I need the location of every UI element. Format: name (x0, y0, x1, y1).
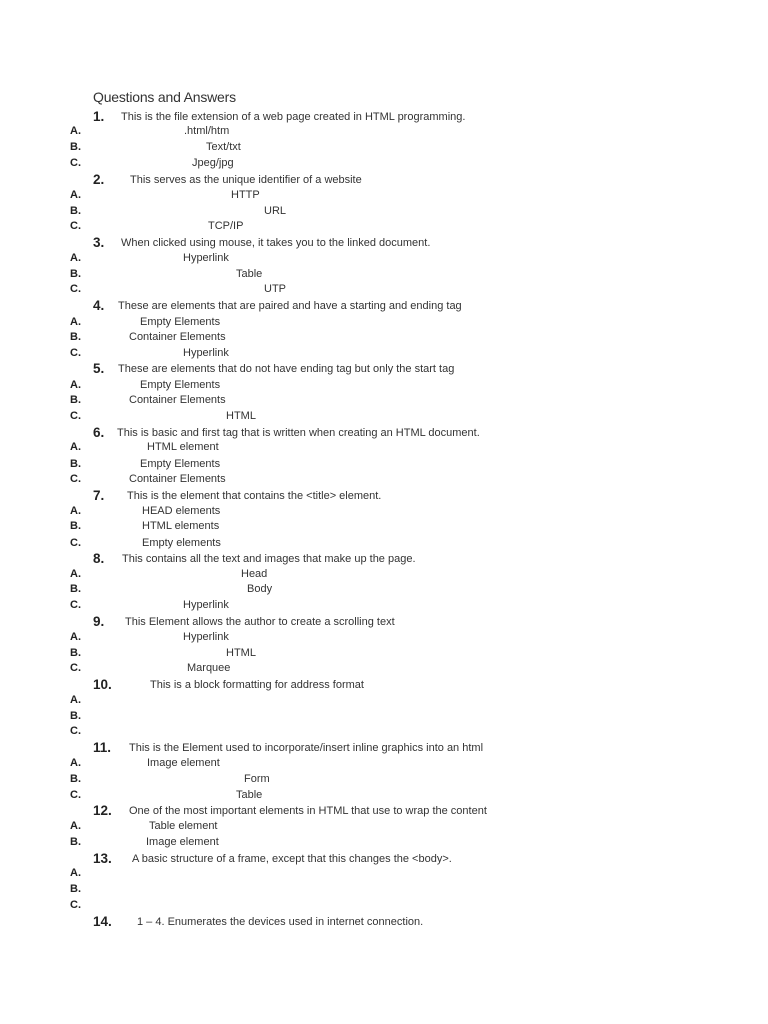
option-text: HTML element (147, 441, 219, 453)
option-letter: A. (70, 189, 81, 201)
option-letter: B. (70, 394, 81, 406)
option-text: UTP (264, 283, 286, 295)
question-number: 6. (93, 425, 105, 440)
question-number: 10. (93, 677, 112, 692)
option-text: Head (241, 568, 268, 580)
page-title: Questions and Answers (93, 89, 236, 105)
option-text: HEAD elements (142, 505, 221, 517)
option-letter: C. (70, 725, 81, 737)
option-text: HTML (226, 410, 256, 422)
question-text: A basic structure of a frame, except that this changes the <body>. (132, 853, 452, 865)
option-letter: C. (70, 220, 81, 232)
option-letter: A. (70, 757, 81, 769)
option-text: Table (236, 268, 263, 280)
option-letter: A. (70, 820, 81, 832)
question-text: This is a block formatting for address format (150, 679, 364, 691)
question-number: 13. (93, 851, 112, 866)
option-letter: A. (70, 694, 81, 706)
option-letter: B. (70, 647, 81, 659)
option-text: Hyperlink (183, 347, 229, 359)
question-text: This serves as the unique identifier of a website (130, 174, 362, 186)
option-letter: A. (70, 505, 81, 517)
question-text: When clicked using mouse, it takes you to the linked document. (121, 237, 431, 249)
option-text: Container Elements (129, 394, 226, 406)
question-number: 14. (93, 914, 112, 929)
option-text: Hyperlink (183, 252, 229, 264)
option-text: Table element (149, 820, 218, 832)
option-letter: A. (70, 568, 81, 580)
option-letter: B. (70, 836, 81, 848)
option-text: Text/txt (206, 141, 241, 153)
option-letter: B. (70, 883, 81, 895)
option-text: HTML (226, 647, 256, 659)
question-text: These are elements that are paired and have a starting and ending tag (118, 300, 462, 312)
option-letter: C. (70, 662, 81, 674)
option-letter: A. (70, 125, 81, 137)
option-text: .html/htm (184, 125, 230, 137)
option-letter: A. (70, 631, 81, 643)
question-text: This contains all the text and images that make up the page. (122, 553, 416, 565)
option-letter: B. (70, 141, 81, 153)
option-text: Image element (146, 836, 219, 848)
option-letter: C. (70, 599, 81, 611)
option-text: HTML elements (142, 520, 220, 532)
option-text: Container Elements (129, 331, 226, 343)
question-number: 2. (93, 172, 105, 187)
option-text: URL (264, 205, 287, 217)
question-number: 8. (93, 551, 105, 566)
option-text: Hyperlink (183, 631, 229, 643)
option-letter: B. (70, 583, 81, 595)
option-letter: B. (70, 331, 81, 343)
question-number: 9. (93, 614, 105, 629)
option-letter: A. (70, 316, 81, 328)
question-text: These are elements that do not have ending tag but only the start tag (118, 363, 455, 375)
option-letter: A. (70, 867, 81, 879)
option-text: TCP/IP (208, 220, 244, 232)
question-text: 1 – 4. Enumerates the devices used in internet connection. (137, 916, 424, 928)
option-letter: B. (70, 458, 81, 470)
question-number: 4. (93, 298, 105, 313)
option-letter: B. (70, 268, 81, 280)
option-letter: C. (70, 537, 81, 549)
question-number: 12. (93, 803, 112, 818)
option-letter: C. (70, 789, 81, 801)
option-letter: B. (70, 520, 81, 532)
option-letter: C. (70, 347, 81, 359)
question-number: 1. (93, 109, 105, 124)
option-text: Jpeg/jpg (192, 157, 234, 169)
option-letter: C. (70, 899, 81, 911)
option-letter: A. (70, 441, 81, 453)
option-text: Form (244, 773, 270, 785)
option-letter: B. (70, 773, 81, 785)
option-letter: C. (70, 473, 81, 485)
question-text: This is the file extension of a web page created in HTML programming. (121, 111, 466, 123)
option-letter: B. (70, 205, 81, 217)
option-text: Hyperlink (183, 599, 229, 611)
question-text: This is the Element used to incorporate/insert inline graphics into an html (129, 742, 484, 754)
question-number: 11. (93, 740, 112, 755)
option-letter: C. (70, 157, 81, 169)
option-text: Empty elements (142, 537, 221, 549)
option-text: Empty Elements (140, 379, 221, 391)
question-number: 3. (93, 235, 105, 250)
option-letter: A. (70, 379, 81, 391)
option-text: Empty Elements (140, 458, 221, 470)
option-text: Marquee (187, 662, 231, 674)
option-text: Table (236, 789, 263, 801)
option-letter: B. (70, 710, 81, 722)
option-text: HTTP (231, 189, 260, 201)
question-text: One of the most important elements in HTML that use to wrap the content (129, 805, 487, 817)
option-text: Image element (147, 757, 220, 769)
option-text: Body (247, 583, 273, 595)
option-text: Container Elements (129, 473, 226, 485)
option-letter: C. (70, 410, 81, 422)
option-letter: C. (70, 283, 81, 295)
option-text: Empty Elements (140, 316, 221, 328)
question-text: This is basic and first tag that is written when creating an HTML document. (117, 427, 480, 439)
question-number: 5. (93, 361, 105, 376)
question-number: 7. (93, 488, 105, 503)
question-text: This is the element that contains the <title> element. (127, 490, 382, 502)
option-letter: A. (70, 252, 81, 264)
question-text: This Element allows the author to create a scrolling text (125, 616, 395, 628)
